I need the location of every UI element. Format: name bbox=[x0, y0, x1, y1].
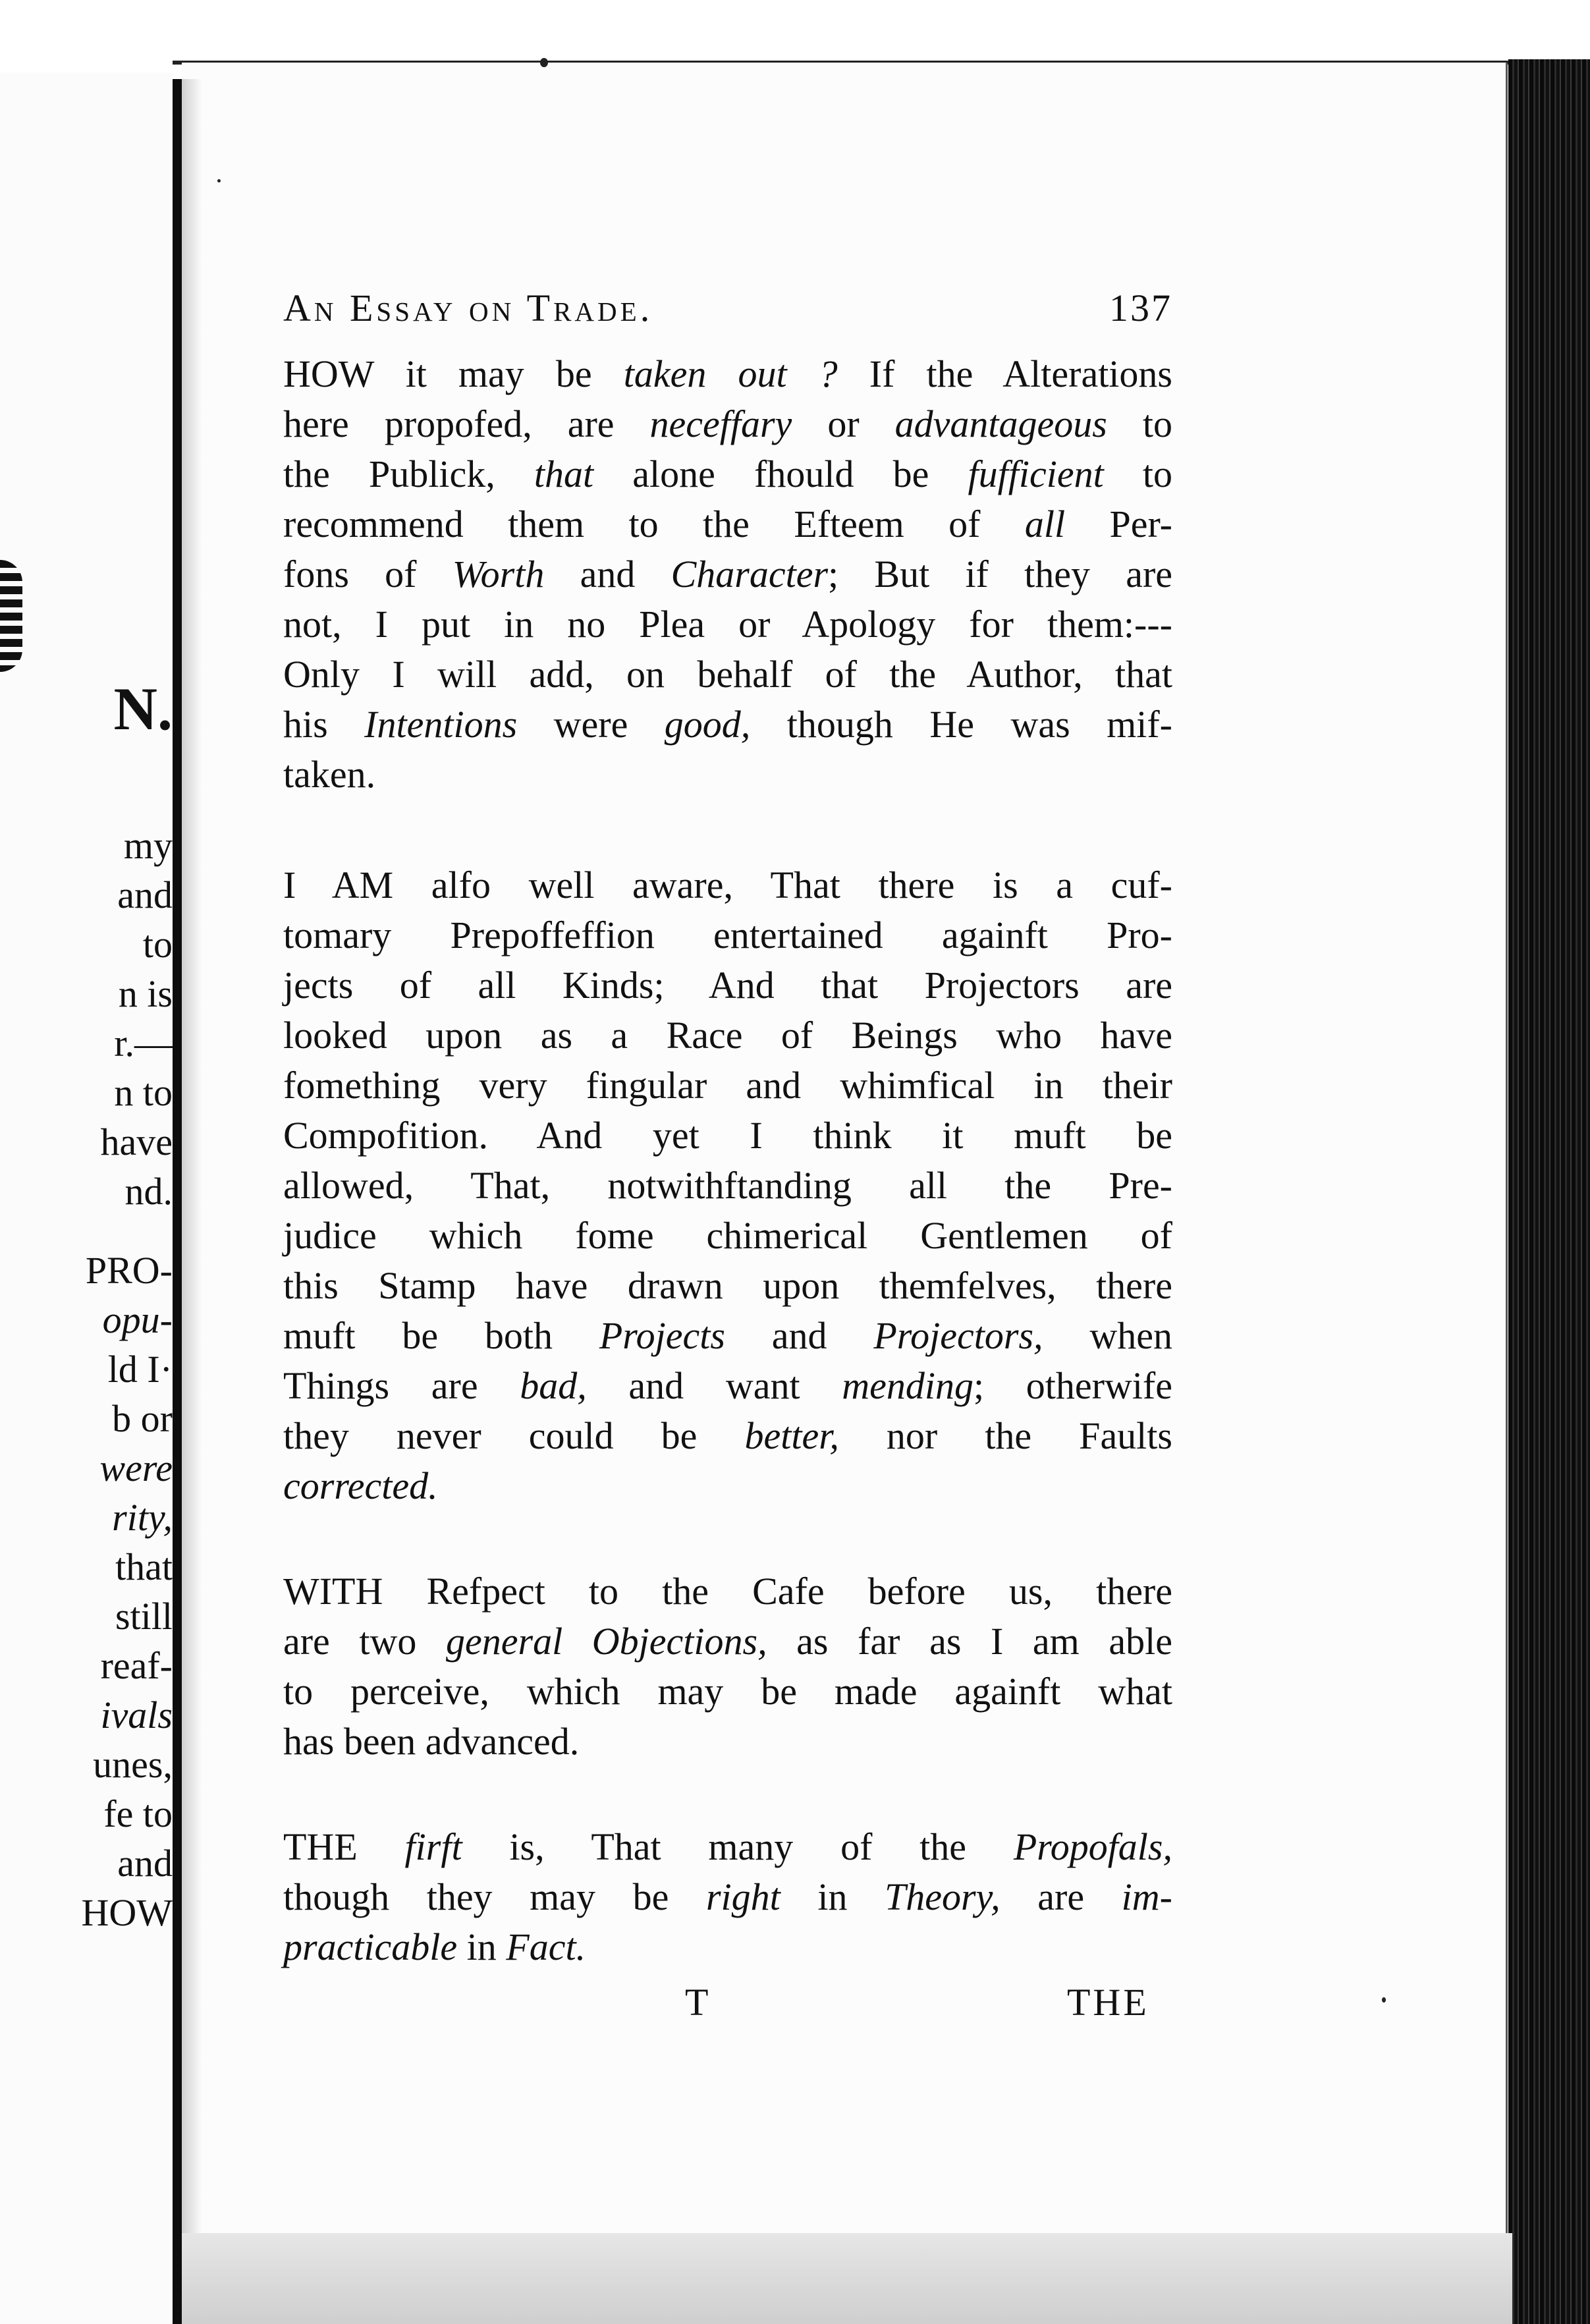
italic-text: Projects bbox=[599, 1314, 725, 1357]
text-line bbox=[283, 1211, 1172, 1261]
italic-text: general Objections, bbox=[446, 1620, 767, 1663]
text-run: this Stamp have drawn upon themfelves, there bbox=[283, 1264, 1172, 1307]
previous-page-text-fragment: ld I· bbox=[107, 1348, 173, 1391]
text-run: Per- bbox=[1065, 503, 1172, 545]
text-run: ; otherwife bbox=[973, 1364, 1172, 1407]
text-line bbox=[283, 399, 1172, 449]
running-header bbox=[283, 283, 1172, 333]
paragraph-4 bbox=[283, 1822, 1172, 1972]
text-run: alone fhould be bbox=[593, 453, 968, 495]
text-run: to bbox=[1107, 402, 1172, 445]
text-line bbox=[283, 549, 1172, 599]
text-line bbox=[283, 1667, 1172, 1717]
text-run: to perceive, which may be made againft what bbox=[283, 1670, 1172, 1713]
previous-page-text-fragment: r.— bbox=[114, 1022, 173, 1065]
text-line bbox=[283, 349, 1172, 399]
previous-page-text-fragment: reaf- bbox=[100, 1644, 173, 1687]
text-run: here propofed, are bbox=[283, 402, 650, 445]
italic-text: Theory, bbox=[885, 1875, 1001, 1918]
text-run: WITH Refpect to the Cafe before us, there bbox=[283, 1570, 1172, 1613]
text-line bbox=[283, 1717, 1172, 1767]
previous-page-text-fragment: PRO- bbox=[85, 1249, 173, 1292]
previous-page-text-fragment: nd. bbox=[124, 1170, 173, 1213]
previous-page-text-fragment: b or bbox=[112, 1397, 173, 1440]
previous-page-text-fragment: were bbox=[99, 1447, 173, 1489]
text-run: recommend them to the Efteem of bbox=[283, 503, 1025, 545]
previous-page-text-fragment: to bbox=[142, 923, 173, 966]
text-run: I AM alfo well aware, That there is a cuf- bbox=[283, 864, 1172, 906]
catchword: THE bbox=[1067, 1981, 1149, 2024]
text-run: in bbox=[457, 1925, 507, 1968]
text-run: they never could be bbox=[283, 1414, 745, 1457]
previous-page-text-fragment: my bbox=[123, 824, 173, 867]
text-run: the Publick, bbox=[283, 453, 534, 495]
paragraph-3 bbox=[283, 1566, 1172, 1767]
text-run: fons of bbox=[283, 553, 452, 595]
italic-text: all bbox=[1024, 503, 1066, 545]
previous-page-text-fragment: have bbox=[100, 1120, 173, 1163]
previous-page-text-fragment: fe to bbox=[103, 1792, 173, 1835]
ornament-fragment bbox=[0, 560, 22, 672]
running-title: An Essay on Trade. bbox=[283, 287, 653, 329]
text-run: his bbox=[283, 703, 365, 746]
gutter-shadow bbox=[182, 79, 202, 2324]
text-run: to bbox=[1103, 453, 1172, 495]
previous-page-text-fragment: and bbox=[117, 1842, 173, 1885]
italic-text: Character bbox=[671, 553, 829, 595]
text-run: HOW it may be bbox=[283, 352, 624, 395]
italic-text: fufficient bbox=[968, 453, 1104, 495]
italic-text: corrected. bbox=[283, 1464, 438, 1507]
text-run: is, That many of the bbox=[462, 1825, 1014, 1868]
italic-text: Worth bbox=[452, 553, 545, 595]
text-line bbox=[283, 1617, 1172, 1667]
text-line bbox=[283, 1361, 1172, 1411]
previous-page-text-fragment: opu- bbox=[102, 1298, 173, 1341]
text-line bbox=[283, 1010, 1172, 1061]
text-line bbox=[283, 860, 1172, 910]
text-run: Things are bbox=[283, 1364, 520, 1407]
italic-text: mending bbox=[842, 1364, 973, 1407]
italic-text: Fact. bbox=[506, 1925, 586, 1968]
italic-text: im- bbox=[1121, 1875, 1172, 1918]
text-line bbox=[283, 1872, 1172, 1922]
text-run: has been advanced. bbox=[283, 1720, 580, 1763]
text-run: If the Alterations bbox=[837, 352, 1172, 395]
text-run: not, I put in no Plea or Apology for them:--- bbox=[283, 603, 1172, 646]
book-fore-edge bbox=[1508, 59, 1590, 2324]
page-bottom-shadow bbox=[182, 2233, 1512, 2324]
text-run: as far as I am able bbox=[767, 1620, 1172, 1663]
text-run: judice which fome chimerical Gentlemen of bbox=[283, 1214, 1172, 1257]
text-run: taken. bbox=[283, 753, 376, 796]
previous-page-text-fragment: ivals bbox=[100, 1694, 173, 1736]
text-line bbox=[283, 1566, 1172, 1617]
text-line bbox=[283, 910, 1172, 960]
italic-text: right bbox=[705, 1875, 781, 1918]
text-run: when bbox=[1043, 1314, 1172, 1357]
italic-text: that bbox=[534, 453, 594, 495]
text-line bbox=[283, 1461, 1172, 1511]
previous-page-text-fragment: n to bbox=[114, 1071, 173, 1114]
previous-page-text-fragment: N. bbox=[113, 675, 173, 742]
italic-text: better, bbox=[744, 1414, 839, 1457]
text-run: nor the Faults bbox=[838, 1414, 1172, 1457]
text-run: and bbox=[725, 1314, 874, 1357]
paragraph-2 bbox=[283, 860, 1172, 1511]
text-run: Compofition. And yet I think it muft be bbox=[283, 1114, 1172, 1157]
italic-text: advantageous bbox=[894, 402, 1107, 445]
text-run: allowed, That, notwithftanding all the Pre- bbox=[283, 1164, 1172, 1207]
text-line bbox=[283, 449, 1172, 499]
ink-speck bbox=[540, 58, 548, 67]
text-run: though they may be bbox=[283, 1875, 706, 1918]
italic-text: bad, bbox=[520, 1364, 587, 1407]
text-run: were bbox=[517, 703, 665, 746]
text-line bbox=[283, 1261, 1172, 1311]
italic-text: firft bbox=[404, 1825, 462, 1868]
text-run: fomething very fingular and whimfical in their bbox=[283, 1064, 1172, 1107]
text-run: though He was mif- bbox=[750, 703, 1172, 746]
previous-page-text-fragment: still bbox=[115, 1595, 173, 1638]
text-run: ; But if they are bbox=[828, 553, 1173, 595]
text-line bbox=[283, 1922, 1172, 1972]
text-line bbox=[283, 700, 1172, 750]
italic-text: neceffary bbox=[649, 402, 792, 445]
previous-page-text-fragment: HOW bbox=[81, 1891, 173, 1934]
text-run: tomary Prepoffeffion entertained againft Pro- bbox=[283, 914, 1172, 956]
italic-text: Projectors, bbox=[873, 1314, 1043, 1357]
italic-text: Intentions bbox=[364, 703, 518, 746]
ink-speck bbox=[217, 179, 221, 182]
italic-text: Propofals, bbox=[1013, 1825, 1172, 1868]
previous-page-text-fragment: n is bbox=[118, 972, 173, 1015]
previous-page-text-fragment: and bbox=[117, 873, 173, 916]
text-run: and bbox=[544, 553, 671, 595]
ink-speck bbox=[1382, 1997, 1386, 2003]
text-line bbox=[283, 650, 1172, 700]
text-line bbox=[283, 1111, 1172, 1161]
text-run: are bbox=[1000, 1875, 1122, 1918]
text-run: muft be both bbox=[283, 1314, 599, 1357]
text-line bbox=[283, 1061, 1172, 1111]
previous-page-text-fragment: rity, bbox=[112, 1496, 173, 1539]
text-run: THE bbox=[283, 1825, 405, 1868]
text-run: in bbox=[780, 1875, 885, 1918]
text-run: jects of all Kinds; And that Projectors are bbox=[283, 964, 1172, 1007]
italic-text: practicable bbox=[283, 1925, 458, 1968]
text-line bbox=[283, 1161, 1172, 1211]
text-run: Only I will add, on behalf of the Author, that bbox=[283, 653, 1172, 696]
text-line bbox=[283, 1311, 1172, 1361]
text-line bbox=[283, 750, 1172, 800]
previous-page-text-fragment: that bbox=[115, 1545, 173, 1588]
text-run: or bbox=[792, 402, 895, 445]
paragraph-1 bbox=[283, 349, 1172, 800]
book-gutter bbox=[173, 79, 182, 2324]
signature-mark: T bbox=[685, 1981, 709, 2024]
page-number: 137 bbox=[1109, 287, 1172, 329]
text-run: looked upon as a Race of Beings who have bbox=[283, 1014, 1172, 1057]
text-run: are two bbox=[283, 1620, 447, 1663]
text-run: and want bbox=[586, 1364, 842, 1407]
text-line bbox=[283, 1411, 1172, 1461]
italic-text: good, bbox=[664, 703, 751, 746]
text-line bbox=[283, 499, 1172, 549]
text-line bbox=[283, 960, 1172, 1010]
text-line bbox=[283, 1822, 1172, 1872]
previous-page-fragment bbox=[0, 72, 173, 2324]
previous-page-text-fragment: unes, bbox=[93, 1743, 173, 1786]
text-line bbox=[283, 599, 1172, 650]
italic-text: taken out ? bbox=[623, 352, 838, 395]
